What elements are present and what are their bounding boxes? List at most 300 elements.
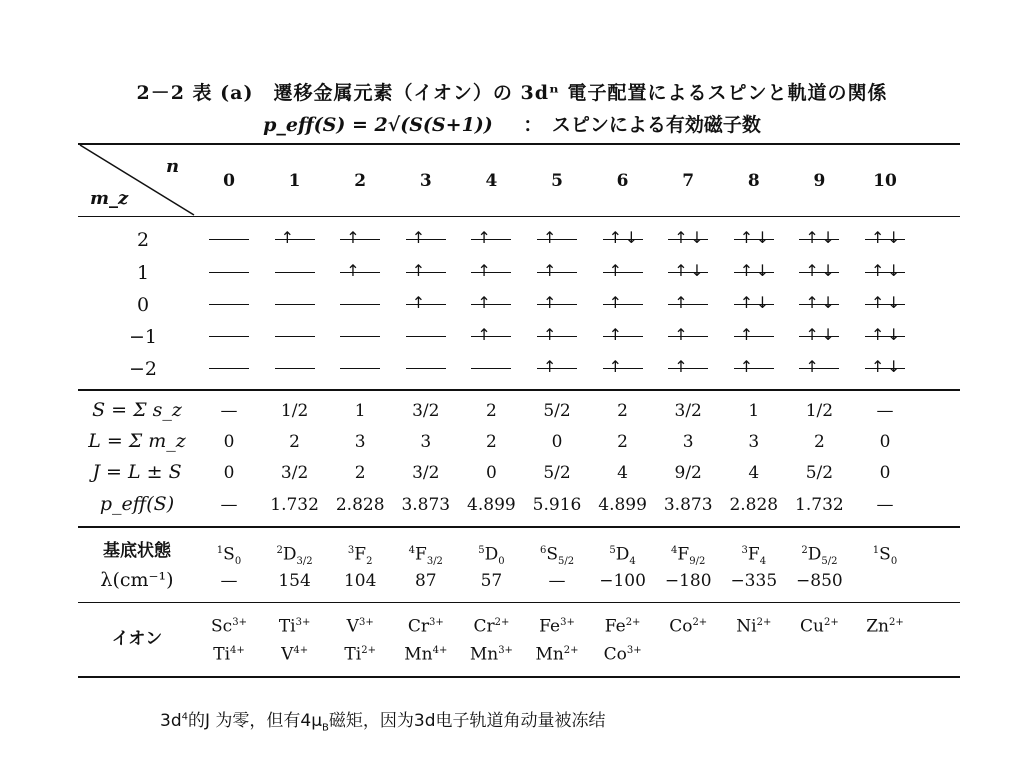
quantum-value: 3/2 — [412, 463, 440, 483]
spin-up-icon: ↑ — [739, 357, 754, 376]
ion-charge: 2+ — [494, 617, 510, 628]
quantum-value: 1 — [354, 401, 366, 421]
ion-element: Co — [603, 644, 627, 665]
ion-charge: 2+ — [563, 645, 579, 656]
spin-up-icon: ↑ — [674, 293, 688, 312]
quantum-value: 0 — [879, 463, 891, 483]
spin-up-icon: ↑ — [346, 228, 360, 247]
term-multiplicity: 1 — [216, 545, 224, 556]
ion-element: Zn — [866, 616, 889, 637]
ion-charge: 3+ — [232, 617, 247, 628]
orbital-line — [275, 272, 315, 273]
spin-up-icon: ↑ — [805, 261, 819, 280]
orbital-slot — [732, 262, 776, 282]
quantum-value: 2 — [289, 432, 300, 452]
spin-down-icon: ↓ — [821, 293, 835, 312]
orbital-slot — [404, 294, 448, 314]
spin-up-icon: ↑ — [608, 228, 622, 247]
term-letter: D — [807, 544, 822, 565]
ion-charge: 3+ — [498, 645, 513, 656]
quantum-value: 5.916 — [532, 495, 582, 515]
quantum-value: 0 — [223, 432, 235, 452]
quantum-value: 1/2 — [280, 401, 309, 421]
orbital-line — [209, 336, 249, 337]
ion-element: Ni — [736, 616, 757, 637]
orbital-slot — [666, 358, 710, 378]
ion-charge: 2+ — [824, 617, 839, 628]
quantum-label-S: S = Σ s_z — [92, 399, 182, 421]
spin-down-icon: ↓ — [821, 325, 835, 344]
orbital-slot — [207, 229, 251, 249]
orbital-slot — [273, 294, 317, 314]
term-multiplicity: 2 — [276, 545, 283, 556]
orbital-slot — [404, 358, 448, 378]
orbital-slot — [338, 326, 382, 346]
ion-element: Fe — [539, 616, 561, 637]
table-title: 2－2 表 (a) 遷移金属元素（イオン）の 3dⁿ 電子配置によるスピンと軌道の関係 — [136, 82, 888, 104]
term-symbol — [197, 540, 261, 573]
orbital-slot — [207, 294, 251, 314]
footnote-sub: B — [322, 722, 329, 734]
ion-element: Mn — [469, 644, 499, 665]
spin-up-icon: ↑ — [805, 325, 819, 344]
orbital-slot — [863, 358, 907, 378]
term-letter: F — [747, 544, 760, 565]
spin-up-icon: ↑ — [739, 261, 754, 280]
quantum-value: 2 — [617, 432, 628, 452]
n-value: 0 — [223, 171, 235, 191]
header-rule — [78, 216, 960, 217]
ion-symbol — [525, 611, 589, 639]
quantum-value: 3 — [682, 432, 694, 452]
ion-symbol — [853, 611, 917, 639]
ion-symbol — [459, 611, 523, 639]
ion-element: Ti — [213, 644, 231, 665]
spin-down-icon: ↓ — [821, 228, 835, 247]
quantum-label-J: J = L ± S — [92, 461, 182, 483]
quantum-value: 3/2 — [674, 401, 702, 421]
orbital-slot — [797, 326, 841, 346]
orbital-slot — [404, 262, 448, 282]
n-value: 1 — [288, 171, 301, 191]
term-letter: S — [223, 544, 235, 565]
quantum-value: 4 — [748, 463, 760, 483]
quantum-value: — — [220, 401, 238, 421]
quantum-value: 0 — [551, 432, 563, 452]
orbital-line — [340, 336, 380, 337]
ion-charge: 2+ — [361, 645, 376, 656]
ion-charge: 3+ — [560, 617, 575, 628]
orbital-line — [209, 304, 249, 305]
n-value: 3 — [419, 171, 432, 191]
spin-up-icon: ↑ — [805, 357, 819, 376]
spin-up-icon: ↑ — [608, 325, 622, 344]
term-j: 5/2 — [821, 556, 838, 568]
footnote-sup: 4 — [181, 711, 188, 723]
ion-charge: 3+ — [295, 617, 311, 628]
mz-label: 1 — [136, 262, 150, 284]
term-j: 3/2 — [296, 556, 313, 568]
spin-up-icon: ↑ — [805, 293, 819, 312]
spin-down-icon: ↓ — [821, 261, 835, 280]
orbital-slot — [732, 326, 776, 346]
n-value: 9 — [813, 171, 826, 191]
spin-up-icon: ↑ — [871, 261, 885, 280]
orbital-slot — [863, 294, 907, 314]
spin-down-icon: ↓ — [690, 228, 704, 247]
lambda-value: −850 — [796, 571, 843, 591]
orbital-slot — [404, 326, 448, 346]
ion-element: Mn — [535, 644, 564, 665]
term-letter: F — [415, 544, 427, 565]
ion-element: Cr — [407, 616, 429, 637]
orbital-line — [340, 368, 380, 369]
term-symbol — [722, 540, 786, 573]
orbital-slot — [797, 294, 841, 314]
ion-symbol — [591, 639, 655, 667]
table-top-rule — [78, 143, 960, 145]
term-j: 0 — [498, 556, 505, 568]
quantum-value: 4.899 — [598, 495, 647, 515]
orbital-slot — [732, 358, 776, 378]
spin-up-icon: ↑ — [608, 261, 622, 280]
term-symbol — [328, 540, 392, 573]
orbital-line — [275, 304, 315, 305]
quantum-value: 2 — [485, 401, 497, 421]
quantum-value: 4.899 — [467, 495, 516, 515]
term-symbol — [591, 540, 655, 573]
ion-element: Fe — [604, 616, 626, 637]
ion-symbol — [328, 639, 392, 667]
ion-charge: 4+ — [293, 645, 309, 656]
lambda-value: 87 — [414, 571, 437, 591]
spin-down-icon: ↓ — [755, 261, 770, 280]
lambda-value: −335 — [730, 571, 778, 591]
quantum-value: — — [876, 401, 894, 421]
quantum-value: 3 — [354, 432, 366, 452]
ion-symbol — [525, 639, 589, 667]
quantum-value: 0 — [223, 463, 235, 483]
ion-symbol — [459, 639, 523, 667]
orbital-slot — [273, 229, 317, 249]
spin-up-icon: ↑ — [674, 261, 688, 280]
term-j: 2 — [366, 556, 373, 568]
orbital-slot — [863, 262, 907, 282]
orbital-slot — [863, 326, 907, 346]
orbital-slot — [732, 294, 776, 314]
orbital-line — [209, 272, 249, 273]
ion-symbol — [591, 611, 655, 639]
lambda-value: −180 — [664, 571, 712, 591]
lambda-value: — — [548, 571, 566, 591]
orbital-slot — [601, 358, 645, 378]
footnote-post: 磁矩，因为3d电子轨道角动量被冻结 — [328, 711, 606, 731]
quantum-value: 2.828 — [729, 495, 779, 515]
spin-up-icon: ↑ — [871, 293, 885, 312]
ion-element: V — [281, 644, 294, 665]
quantum-value: 1 — [748, 401, 760, 421]
spin-down-icon: ↓ — [690, 261, 704, 280]
ion-charge: 3+ — [358, 617, 374, 628]
lambda-label: λ(cm⁻¹) — [100, 569, 174, 591]
spin-down-icon: ↓ — [887, 325, 901, 344]
quantum-value: 1/2 — [805, 401, 834, 421]
quantum-value: 0 — [879, 432, 891, 452]
orbital-slot — [338, 294, 382, 314]
spin-up-icon: ↑ — [739, 325, 754, 344]
header-mz-label: m_z — [90, 188, 129, 209]
term-letter: S — [546, 544, 558, 565]
lambda-value: 154 — [278, 571, 311, 591]
quantum-value: 3 — [420, 432, 432, 452]
ion-charge: 4+ — [432, 645, 448, 656]
orbital-slot — [863, 229, 907, 249]
orbital-slot — [273, 326, 317, 346]
footnote-pre: 3d — [160, 711, 182, 731]
term-multiplicity: 5 — [478, 545, 485, 556]
orbital-slot — [601, 294, 645, 314]
term-j: 3/2 — [426, 556, 443, 568]
orbital-slot — [273, 358, 317, 378]
orbital-slot — [797, 262, 841, 282]
ion-symbol — [722, 611, 786, 639]
ion-charge: 2+ — [756, 617, 772, 628]
orbital-slot — [732, 229, 776, 249]
n-value: 7 — [682, 171, 695, 191]
spin-up-icon: ↑ — [477, 325, 491, 344]
term-multiplicity: 3 — [741, 545, 748, 556]
orbital-line — [406, 336, 446, 337]
term-letter: D — [282, 544, 297, 565]
term-multiplicity: 5 — [609, 545, 616, 556]
lambda-value: — — [220, 571, 238, 591]
orbital-slot — [469, 229, 513, 249]
ion-symbol — [787, 611, 851, 639]
spin-up-icon: ↑ — [674, 325, 688, 344]
spin-up-icon: ↑ — [346, 261, 360, 280]
orbital-slot — [601, 229, 645, 249]
mz-label: −1 — [128, 326, 157, 348]
spin-up-icon: ↑ — [739, 293, 754, 312]
term-j: 0 — [890, 556, 898, 568]
ion-charge: 3+ — [428, 617, 444, 628]
ion-element: Cr — [473, 616, 495, 637]
orbital-rule — [78, 389, 960, 391]
orbital-slot — [666, 294, 710, 314]
ion-charge: 3+ — [626, 645, 642, 656]
term-multiplicity: 1 — [872, 545, 880, 556]
ion-element: Mn — [404, 644, 433, 665]
term-j: 0 — [234, 556, 242, 568]
spin-down-icon: ↓ — [887, 293, 901, 312]
n-value: 2 — [354, 171, 367, 191]
subtitle-desc: ： スピンによる有効磁子数 — [523, 114, 761, 136]
quantum-value: 5/2 — [543, 401, 571, 421]
ion-charge: 2+ — [692, 617, 708, 628]
quantum-value: 2 — [813, 432, 825, 452]
term-multiplicity: 3 — [347, 545, 355, 556]
term-symbol — [459, 540, 523, 573]
spin-up-icon: ↑ — [674, 357, 688, 376]
ion-element: Co — [669, 616, 693, 637]
orbital-slot — [601, 262, 645, 282]
spin-up-icon: ↑ — [477, 228, 491, 247]
quantum-value: — — [876, 495, 894, 515]
n-value: 6 — [616, 171, 629, 191]
quantum-value: 2 — [485, 432, 497, 452]
footnote-mid: 的J 为零，但有4μ — [187, 711, 323, 731]
quantum-label-L: L = Σ m_z — [88, 430, 186, 452]
spin-up-icon: ↑ — [871, 357, 885, 376]
orbital-slot — [469, 358, 513, 378]
footnote — [160, 706, 606, 733]
quantum-value: 3.873 — [401, 495, 451, 515]
ion-label: イオン — [111, 629, 163, 649]
orbital-slot — [338, 229, 382, 249]
ion-symbol — [197, 611, 261, 639]
term-j: 4 — [759, 556, 767, 568]
quantum-value: 5/2 — [543, 463, 571, 483]
spin-down-icon: ↓ — [887, 228, 901, 247]
orbital-slot — [535, 326, 579, 346]
orbital-slot — [797, 358, 841, 378]
ion-charge: 2+ — [625, 617, 641, 628]
n-value: 4 — [485, 171, 498, 191]
n-value: 10 — [873, 171, 897, 191]
spin-up-icon: ↑ — [608, 293, 622, 312]
orbital-slot — [404, 229, 448, 249]
table-bottom-rule — [78, 676, 960, 678]
term-multiplicity: 4 — [408, 545, 416, 556]
ion-charge: 2+ — [889, 617, 904, 628]
quantum-value: 3/2 — [280, 463, 309, 483]
mz-label: 2 — [136, 229, 150, 251]
quantum-value: 5/2 — [805, 463, 834, 483]
spin-up-icon: ↑ — [543, 228, 557, 247]
orbital-slot — [338, 262, 382, 282]
ion-symbol — [263, 611, 327, 639]
quantum-value: 1.732 — [270, 495, 319, 515]
ion-element: Ti — [344, 644, 362, 665]
term-j: 4 — [629, 556, 636, 568]
spin-up-icon: ↑ — [543, 357, 557, 376]
quantum-value: 0 — [485, 463, 497, 483]
term-symbol — [525, 540, 589, 573]
spin-up-icon: ↑ — [477, 261, 491, 280]
quantum-value: 2 — [617, 401, 628, 421]
term-multiplicity: 4 — [671, 545, 678, 556]
orbital-slot — [535, 229, 579, 249]
orbital-line — [209, 239, 249, 240]
ion-element: Sc — [211, 616, 233, 637]
spin-down-icon: ↓ — [755, 228, 770, 247]
spin-up-icon: ↑ — [477, 293, 491, 312]
lambda-value: −100 — [599, 571, 646, 591]
quantum-value: 1.732 — [795, 495, 844, 515]
ion-symbol — [328, 611, 392, 639]
ion-symbol — [394, 611, 458, 639]
orbital-line — [209, 368, 249, 369]
orbital-slot — [207, 262, 251, 282]
orbital-slot — [666, 326, 710, 346]
ion-symbol — [656, 611, 720, 639]
quantum-value: 4 — [617, 463, 628, 483]
ion-charge: 4+ — [230, 645, 245, 656]
orbital-line — [275, 368, 315, 369]
quantum-value: 3/2 — [412, 401, 440, 421]
header-n-label: n — [166, 156, 180, 177]
spin-up-icon: ↑ — [411, 261, 426, 280]
quantum-value: 3.873 — [663, 495, 713, 515]
spin-up-icon: ↑ — [871, 228, 885, 247]
orbital-slot — [338, 358, 382, 378]
orbital-slot — [469, 294, 513, 314]
orbital-slot — [535, 262, 579, 282]
spin-up-icon: ↑ — [805, 228, 819, 247]
spin-up-icon: ↑ — [280, 228, 294, 247]
orbital-slot — [535, 294, 579, 314]
orbital-slot — [469, 262, 513, 282]
n-value: 8 — [747, 171, 760, 191]
lambda-value: 57 — [480, 571, 503, 591]
quantum-rule — [78, 526, 960, 528]
orbital-slot — [207, 326, 251, 346]
ion-element: V — [346, 616, 359, 637]
quantum-value: 3 — [748, 432, 760, 452]
orbital-slot — [273, 262, 317, 282]
quantum-value: 2 — [354, 463, 366, 483]
spin-up-icon: ↑ — [674, 228, 688, 247]
orbital-slot — [469, 326, 513, 346]
orbital-line — [340, 304, 380, 305]
ion-symbol — [197, 639, 261, 667]
orbital-slot — [666, 262, 710, 282]
term-multiplicity: 2 — [801, 545, 808, 556]
mz-label: 0 — [136, 294, 150, 316]
orbital-slot — [666, 229, 710, 249]
mz-label: −2 — [128, 358, 157, 380]
term-symbol — [853, 540, 917, 573]
ground-state-label: 基底状態 — [103, 541, 171, 561]
ion-element: Ti — [278, 616, 296, 637]
table-subtitle — [0, 110, 1024, 137]
spin-down-icon: ↓ — [624, 228, 638, 247]
quantum-value: 2.828 — [335, 495, 385, 515]
term-letter: D — [484, 544, 499, 565]
term-letter: D — [615, 544, 630, 565]
spin-up-icon: ↑ — [543, 261, 557, 280]
term-j: 5/2 — [557, 556, 575, 568]
spin-up-icon: ↑ — [543, 293, 557, 312]
ground-rule — [78, 602, 960, 603]
quantum-value: 9/2 — [674, 463, 702, 483]
ion-symbol — [263, 639, 327, 667]
ion-element: Cu — [800, 616, 824, 637]
orbital-slot — [207, 358, 251, 378]
quantum-label-peff: p_eff(S) — [99, 493, 175, 515]
spin-up-icon: ↑ — [411, 228, 426, 247]
term-j: 9/2 — [689, 556, 706, 568]
spin-up-icon: ↑ — [543, 325, 557, 344]
term-letter: S — [879, 544, 891, 565]
spin-down-icon: ↓ — [887, 261, 901, 280]
lambda-value: 104 — [343, 571, 377, 591]
term-symbol — [263, 540, 327, 573]
term-symbol — [787, 540, 851, 573]
spin-down-icon: ↓ — [887, 357, 901, 376]
spin-up-icon: ↑ — [871, 325, 885, 344]
ion-symbol — [394, 639, 458, 667]
